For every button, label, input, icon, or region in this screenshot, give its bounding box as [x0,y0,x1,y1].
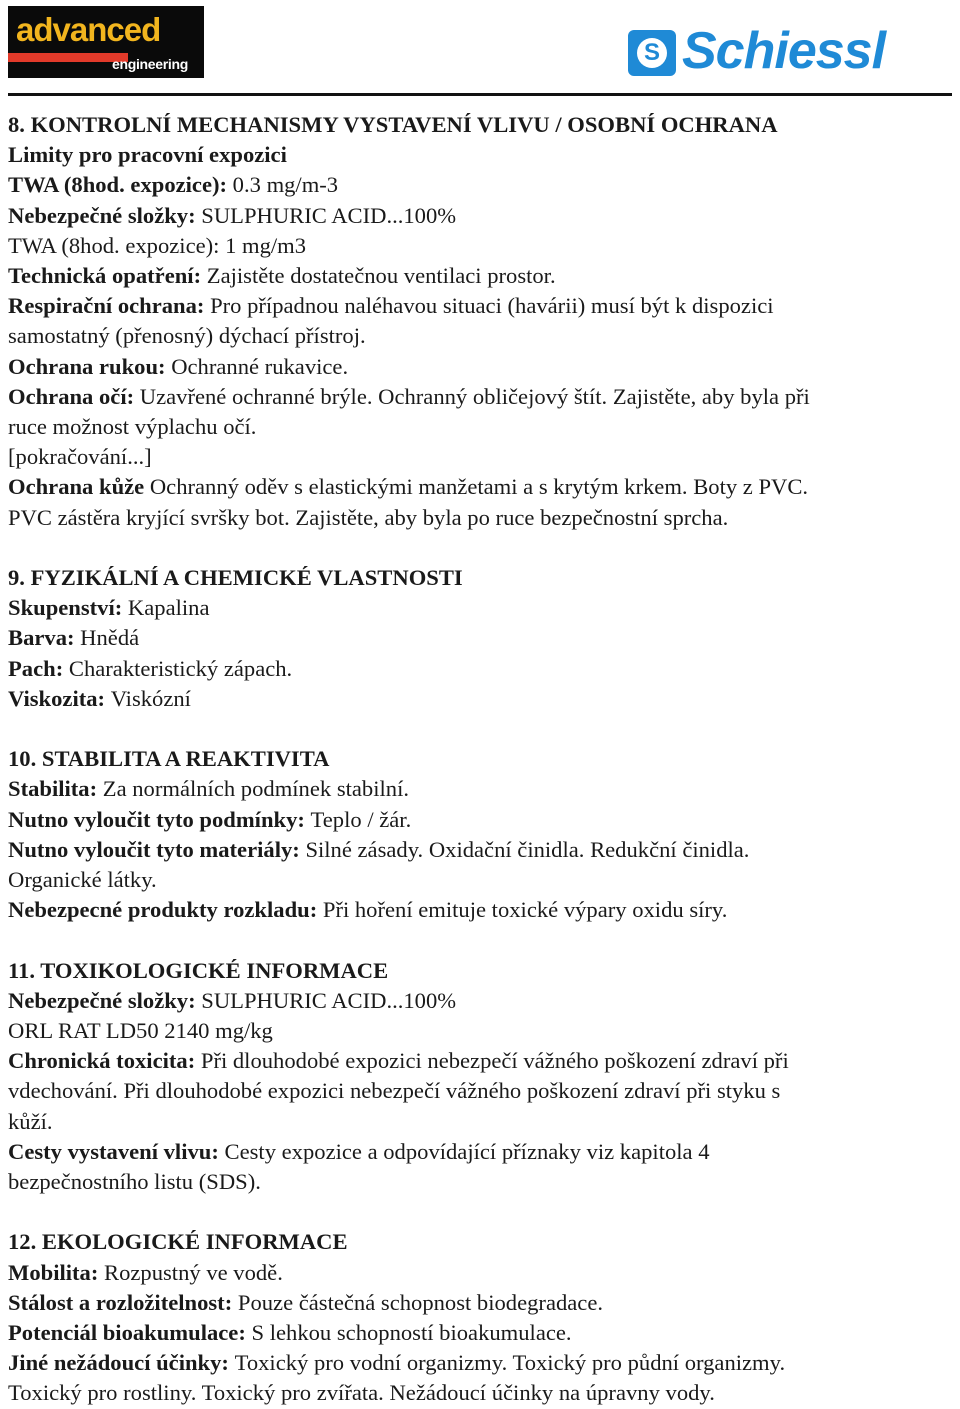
text-line [8,231,952,261]
logo-subtitle: engineering [111,56,188,72]
text-run: SULPHURIC ACID...100% [201,202,457,228]
text-run: Silné zásady. Oxidační činidla. Redukční činidla. [305,836,750,862]
text-run: Při dlouhodobé expozici nebezpečí vážného poškození zdraví při [200,1048,789,1074]
text-run: Hnědá [80,625,140,651]
text-line [8,261,952,291]
text-line [8,1378,952,1408]
text-line [8,442,952,472]
text-line [8,774,952,804]
bold-label: Barva: [8,625,81,651]
text-line [8,412,952,442]
text-line [8,291,952,321]
schiessl-mark-letter: S [637,38,667,68]
text-line [8,1107,952,1137]
text-run: Viskózní [110,685,191,711]
text-line [8,170,952,200]
bold-label: Nebezpečné složky: [8,987,202,1013]
bold-label: 8. KONTROLNÍ MECHANISMY VYSTAVENÍ VLIVU / OSOBNÍ OCHRANA [8,112,778,137]
text-line [8,472,952,502]
text-line [8,1016,952,1046]
text-line [8,1258,952,1288]
text-run: Pouze částečná schopnost biodegradace. [237,1289,604,1315]
bold-label: Nebezpečné složky: [8,202,202,228]
bold-label: 10. STABILITA A REAKTIVITA [8,746,330,772]
text-run: TWA (8hod. expozice): 1 mg/m3 [8,232,307,258]
text-run: [pokračování...] [8,444,152,470]
text-run: 0.3 mg/m-3 [232,172,339,198]
text-run: ruce možnost výplachu očí. [8,414,257,440]
text-line [8,654,952,684]
bold-label: TWA (8hod. expozice): [8,172,233,198]
bold-label: Respirační ochrana: [8,293,211,319]
text-run: PVC zástěra kryjící svršky bot. Zajistěte, aby byla po ruce bezpečnostní sprcha. [8,504,729,530]
schiessl-mark-icon [628,30,676,76]
bold-label: Pach: [8,655,69,681]
text-line [8,1348,952,1378]
text-run: samostatný (přenosný) dýchací přístroj. [8,323,366,349]
logo-stripe [8,53,128,62]
logo-word: advanced [16,11,161,48]
text-line [8,986,952,1016]
document-body [8,110,952,1409]
text-line [8,1076,952,1106]
bold-label: Nutno vyloučit tyto materiály: [8,836,306,862]
text-run: vdechování. Při dlouhodobé expozici nebezpečí vážného poškození zdraví při styku s [8,1078,781,1104]
text-run: S lehkou schopností bioakumulace. [251,1320,572,1346]
bold-label: Skupenství: [8,595,128,621]
bold-label: Stabilita: [8,776,103,802]
bold-label: Mobilita: [8,1259,105,1285]
bold-label: Stálost a rozložitelnost: [8,1289,238,1315]
text-run: Zajistěte dostatečnou ventilaci prostor. [206,263,556,289]
text-line [8,835,952,865]
text-line [8,1137,952,1167]
schiessl-logo [628,22,938,80]
text-line [8,1227,952,1257]
text-line [8,1167,952,1197]
blank-line [8,925,952,955]
text-line [8,1046,952,1076]
bold-label: Limity pro pracovní expozici [8,142,287,168]
text-run: Pro případnou naléhavou situaci (havárii) musí být k dispozici [210,293,774,319]
text-line [8,593,952,623]
text-line [8,140,952,170]
text-run: Charakteristický zápach. [68,655,293,681]
bold-label: Potenciál bioakumulace: [8,1320,252,1346]
text-run: Ochranný oděv s elastickými manžetami a s krytým krkem. Boty z PVC. [149,474,809,500]
text-line [8,865,952,895]
text-run: Toxický pro rostliny. Toxický pro zvířata. Nežádoucí účinky na úpravny vody. [8,1380,715,1406]
text-line [8,956,952,986]
bold-label: Cesty vystavení vlivu: [8,1138,225,1164]
schiessl-wordmark: Schiessl [682,22,886,80]
bold-label: Ochrana rukou: [8,353,172,379]
text-line [8,1318,952,1348]
blank-line [8,533,952,563]
blank-line [8,714,952,744]
text-run: ORL RAT LD50 2140 mg/kg [8,1018,273,1044]
bold-label: Ochrana kůže [8,474,150,500]
text-line [8,623,952,653]
text-run: Uzavřené ochranné brýle. Ochranný obličejový štít. Zajistěte, aby byla při [139,383,810,409]
blank-line [8,1197,952,1227]
text-line [8,744,952,774]
bold-label: Nebezpecné produkty rozkladu: [8,897,323,923]
text-line [8,201,952,231]
bold-label: Ochrana očí: [8,383,140,409]
text-line [8,352,952,382]
text-run: Organické látky. [8,867,157,893]
text-run: Kapalina [127,595,210,621]
text-line [8,684,952,714]
text-run: Teplo / žár. [310,806,412,832]
text-line [8,382,952,412]
text-run: kůží. [8,1108,53,1134]
text-run: Při hoření emituje toxické výpary oxidu síry. [322,897,728,923]
bold-label: 11. TOXIKOLOGICKÉ INFORMACE [8,957,389,983]
bold-label: Jiné nežádoucí účinky: [8,1350,235,1376]
text-line [8,503,952,533]
bold-label: 9. FYZIKÁLNÍ A CHEMICKÉ VLASTNOSTI [8,565,463,591]
text-run: bezpečnostního listu (SDS). [8,1169,261,1195]
text-run: Toxický pro vodní organizmy. Toxický pro půdní organizmy. [234,1350,786,1376]
bold-label: Chronická toxicita: [8,1048,201,1074]
bold-label: Nutno vyloučit tyto podmínky: [8,806,311,832]
text-line [8,321,952,351]
text-run: Ochranné rukavice. [171,353,349,379]
text-run: Rozpustný ve vodě. [104,1259,283,1285]
bold-label: Viskozita: [8,685,111,711]
text-line [8,805,952,835]
text-line [8,895,952,925]
text-line [8,563,952,593]
bold-label: 12. EKOLOGICKÉ INFORMACE [8,1229,348,1255]
bold-label: Technická opatření: [8,263,207,289]
header-divider [8,93,952,96]
text-run: Za normálních podmínek stabilní. [102,776,409,802]
text-run: Cesty expozice a odpovídající příznaky viz kapitola 4 [224,1138,710,1164]
advanced-engineering-logo [8,6,204,78]
text-line [8,110,952,140]
text-run: SULPHURIC ACID...100% [201,987,457,1013]
text-line [8,1288,952,1318]
